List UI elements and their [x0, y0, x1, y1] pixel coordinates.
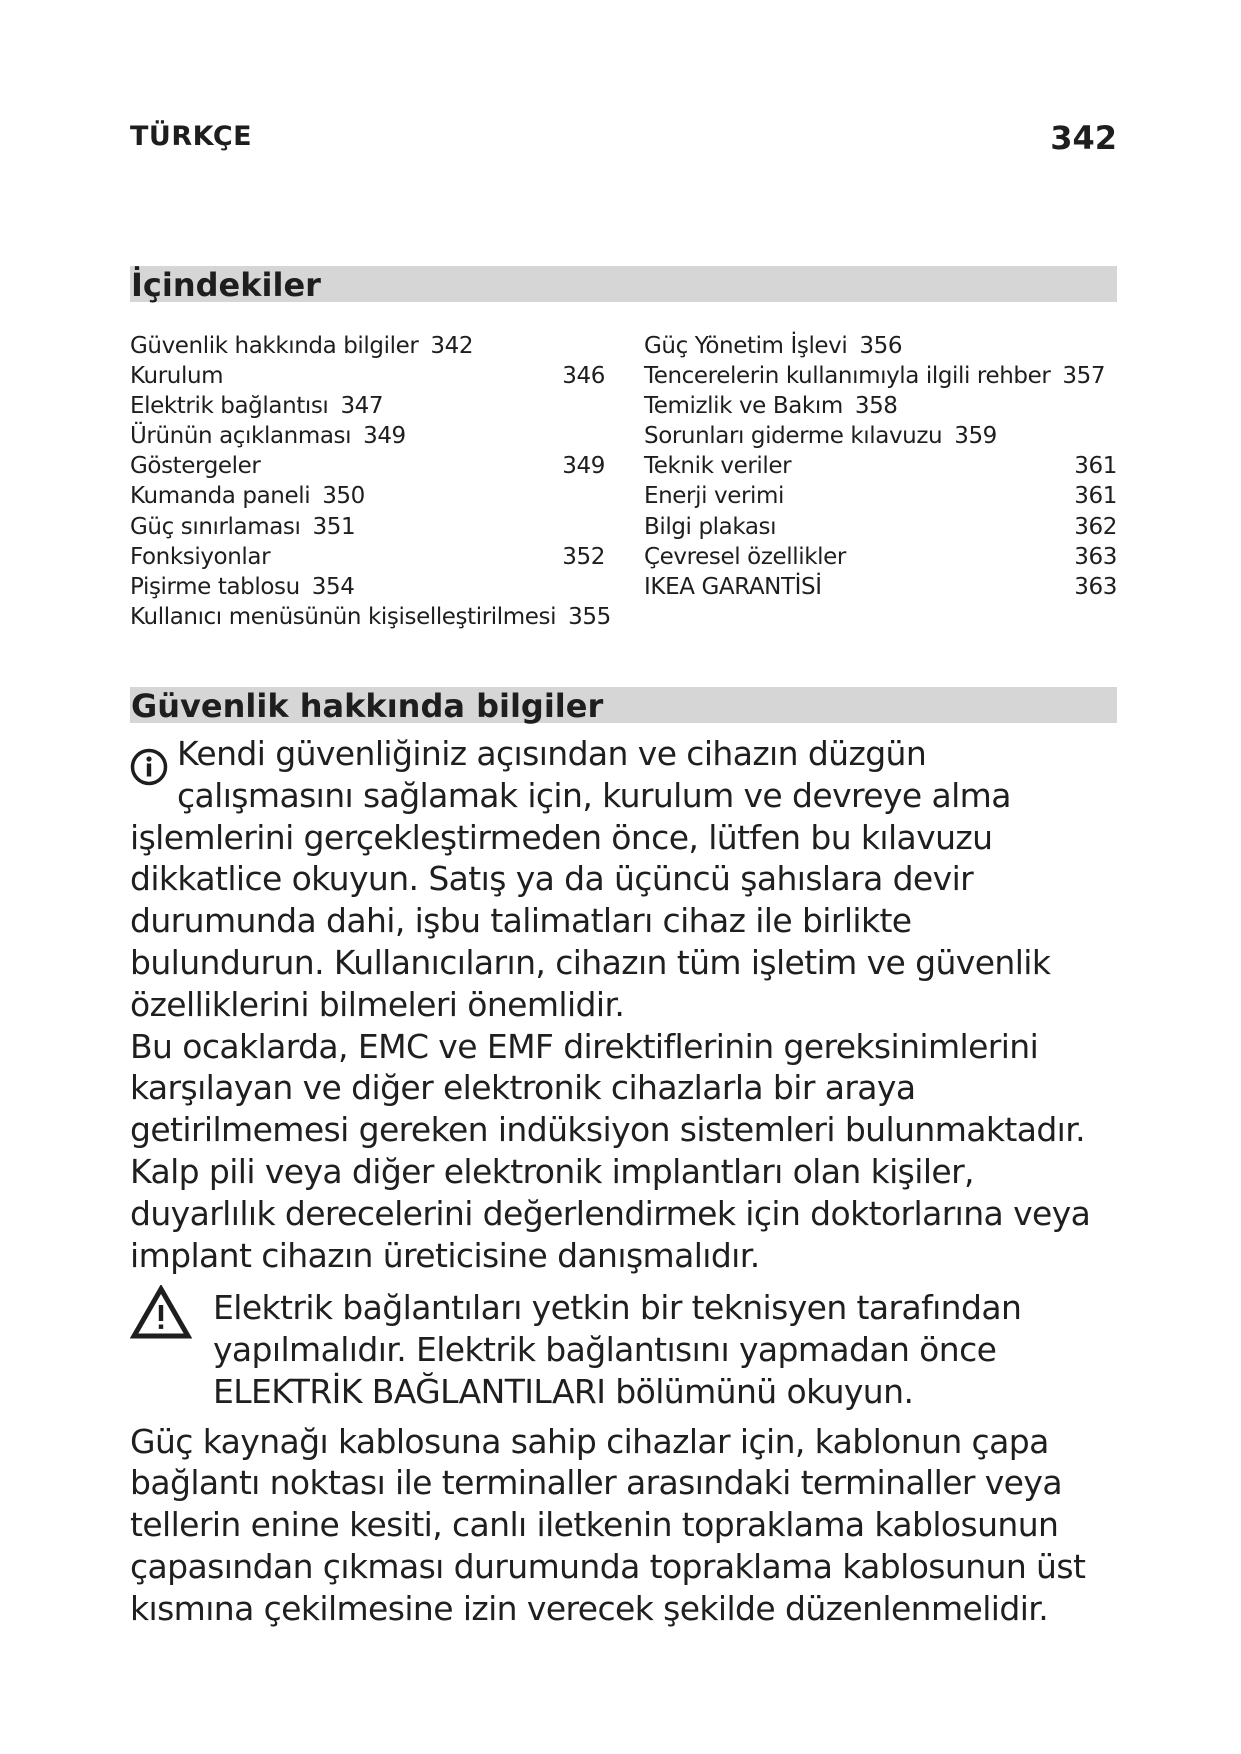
toc-entry-page: 347 — [340, 393, 384, 420]
toc-entry — [130, 512, 605, 542]
toc-entry — [130, 331, 605, 361]
paragraph-line: çapasından çıkması durumunda topraklama kablosunun üst — [130, 1546, 1086, 1586]
toc-entry-page: 359 — [954, 423, 997, 450]
toc-entry-label: Elektrik bağlantısı — [130, 393, 329, 420]
toc-entry — [644, 361, 1117, 391]
toc-entry-page: 363 — [1074, 543, 1117, 570]
toc-entry-label: Çevresel özellikler — [644, 543, 846, 570]
toc-entry — [130, 542, 605, 572]
toc-entry-page: 357 — [1062, 363, 1106, 390]
paragraph-line: durumunda dahi, işbu talimatları cihaz ile birlikte — [130, 901, 912, 941]
manual-page — [130, 0, 1117, 1754]
info-icon — [130, 748, 168, 786]
toc-entry-page: 356 — [859, 333, 903, 359]
toc-entry-page: 342 — [430, 333, 474, 359]
toc-entry-page: 362 — [1074, 513, 1117, 540]
toc-entry-label: Güvenlik hakkında bilgiler — [130, 333, 419, 359]
paragraph-line: Kalp pili veya diğer elektronik implantları olan kişiler, — [130, 1151, 974, 1191]
toc-right-column — [644, 331, 1117, 602]
safety-paragraph-3 — [130, 1421, 1117, 1630]
toc-entry — [644, 451, 1117, 481]
toc-entry-label: Sorunları giderme kılavuzu — [644, 423, 943, 450]
paragraph-line: getirilmemesi gereken indüksiyon sistemleri bulunmaktadır. — [130, 1110, 1086, 1150]
safety-heading — [130, 687, 1117, 723]
toc-entry-page: 349 — [363, 423, 406, 450]
safety-paragraph-2 — [130, 1026, 1117, 1277]
toc-entry-page: 358 — [854, 393, 898, 420]
toc-entry-label: Kullanıcı menüsünün kişiselleştirilmesi — [130, 603, 557, 630]
toc-entry — [130, 361, 605, 391]
toc-heading — [130, 266, 1117, 302]
toc-entry-page: 350 — [322, 483, 365, 510]
toc-entry-label: Enerji verimi — [644, 483, 785, 510]
info-line: çalışmasını sağlamak için, kurulum ve devreye alma — [177, 775, 1011, 815]
toc-entry-page: 363 — [1074, 573, 1117, 600]
toc-entry-label: IKEA GARANTİSİ — [644, 573, 822, 600]
toc-entry-label: Tencerelerin kullanımıyla ilgili rehber — [644, 363, 1051, 390]
paragraph-line: işlemlerini gerçekleştirmeden önce, lütfen bu kılavuzu — [130, 817, 993, 857]
toc-entry — [130, 602, 611, 632]
paragraph-line: duyarlılık derecelerini değerlendirmek için doktorlarına veya — [130, 1193, 1091, 1233]
page-number: 342 — [1050, 119, 1117, 157]
toc-entry-label: Kumanda paneli — [130, 483, 311, 510]
toc-entry-label: Bilgi plakası — [644, 513, 777, 540]
toc-entry-label: Temizlik ve Bakım — [644, 393, 843, 420]
toc-entry-page: 352 — [562, 543, 605, 570]
toc-entry-page: 351 — [312, 513, 356, 540]
toc-entry-page: 346 — [562, 363, 605, 390]
toc-entry-label: Teknik veriler — [644, 453, 792, 480]
toc-entry-page: 349 — [562, 453, 605, 480]
paragraph-line: Güç kaynağı kablosuna sahip cihazlar için, kablonun çapa — [130, 1421, 1049, 1461]
toc-entry — [644, 572, 1117, 602]
toc-entry-label: Fonksiyonlar — [130, 543, 271, 570]
paragraph-line: dikkatlice okuyun. Satış ya da üçüncü şahıslara devir — [130, 859, 974, 899]
paragraph-line: bağlantı noktası ile terminaller arasındaki terminaller veya — [130, 1463, 1062, 1503]
toc-entry — [644, 481, 1117, 511]
toc-entry-label: Güç Yönetim İşlevi — [644, 333, 848, 359]
info-line: Kendi güvenliğiniz açısından ve cihazın düzgün — [177, 734, 927, 773]
toc-entry — [644, 512, 1117, 542]
toc-entry — [644, 331, 1117, 361]
toc-entry-page: 361 — [1074, 453, 1117, 480]
paragraph-line: Bu ocaklarda, EMC ve EMF direktiflerinin gereksinimlerini — [130, 1026, 1039, 1066]
toc-entry-label: Kurulum — [130, 363, 224, 390]
toc-entry-label: Güç sınırlaması — [130, 513, 301, 540]
paragraph-line: implant cihazın üreticisine danışmalıdır. — [130, 1235, 760, 1275]
warning-note — [213, 1287, 1113, 1412]
safety-title: Güvenlik hakkında bilgiler — [131, 687, 604, 725]
toc-entry — [130, 572, 605, 602]
toc-left-column — [130, 331, 611, 632]
safety-paragraph-1 — [130, 817, 1117, 1026]
toc-entry — [644, 542, 1117, 572]
toc-entry-label: Ürünün açıklanması — [130, 423, 352, 450]
toc-entry-page: 354 — [311, 573, 355, 600]
toc-title: İçindekiler — [131, 266, 321, 304]
toc-entry-label: Pişirme tablosu — [130, 573, 300, 600]
toc-entry — [130, 451, 605, 481]
warning-icon — [130, 1285, 192, 1341]
toc-entry — [644, 421, 1117, 451]
warning-line: Elektrik bağlantıları yetkin bir teknisyen tarafından — [213, 1288, 1022, 1327]
toc-entry — [130, 481, 605, 511]
paragraph-line: tellerin enine kesiti, canlı iletkenin topraklama kablosunun — [130, 1505, 1059, 1545]
paragraph-line: kısmına çekilmesine izin verecek şekilde düzenlenmelidir. — [130, 1588, 1049, 1628]
paragraph-line: bulundurun. Kullanıcıların, cihazın tüm işletim ve güvenlik — [130, 942, 1051, 982]
toc-entry-label: Göstergeler — [130, 453, 261, 480]
info-note — [177, 733, 1107, 817]
toc-entry-page: 361 — [1074, 483, 1117, 510]
warning-line: yapılmalıdır. Elektrik bağlantısını yapmadan önce — [213, 1329, 997, 1369]
paragraph-line: özelliklerini bilmeleri önemlidir. — [130, 984, 625, 1024]
toc-entry — [644, 391, 1117, 421]
warning-line: ELEKTRİK BAĞLANTILARI bölümünü okuyun. — [213, 1371, 914, 1411]
paragraph-line: karşılayan ve diğer elektronik cihazlarla bir araya — [130, 1068, 916, 1108]
language-label: TÜRKÇE — [130, 121, 253, 152]
toc-entry-page: 355 — [568, 603, 611, 630]
toc-entry — [130, 421, 605, 451]
toc-entry — [130, 391, 605, 421]
